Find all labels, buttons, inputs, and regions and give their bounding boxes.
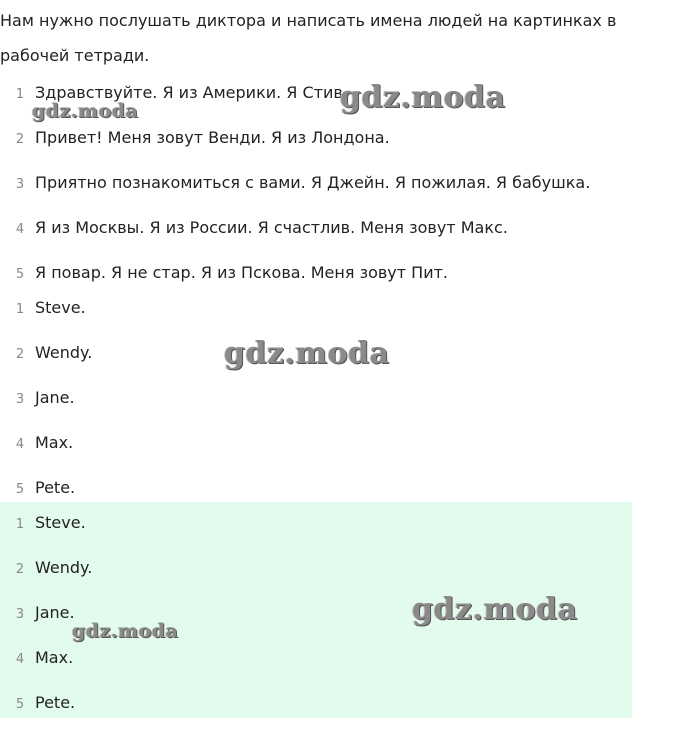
list-item (0, 212, 640, 257)
list-item (0, 642, 640, 687)
item-text: Я повар. Я не стар. Я из Пскова. Меня зовут Пит. (35, 263, 448, 282)
item-number: 3 (15, 607, 25, 622)
item-number: 5 (15, 697, 25, 712)
item-number: 2 (15, 347, 25, 362)
item-text: Jane. (35, 388, 75, 407)
item-text: Max. (35, 648, 74, 667)
watermark: gdz.moda (32, 100, 139, 122)
item-number: 2 (15, 132, 25, 147)
list-item (0, 167, 640, 212)
task-description: Нам нужно послушать диктора и написать имена людей на картинках в рабочей тетради. (0, 11, 617, 65)
list-item (0, 427, 640, 472)
item-text: Я из Москвы. Я из России. Я счастлив. Меня зовут Макс. (35, 218, 508, 237)
item-text: Wendy. (35, 558, 93, 577)
item-number: 1 (15, 87, 25, 102)
list-item (0, 122, 640, 167)
item-number: 2 (15, 562, 25, 577)
item-text: Привет! Меня зовут Венди. Я из Лондона. (35, 128, 390, 147)
item-text: Pete. (35, 478, 76, 497)
item-number: 5 (15, 267, 25, 282)
watermark: gdz.moda (412, 592, 578, 627)
names-list (0, 292, 640, 517)
item-text: Steve. (35, 298, 86, 317)
list-item (0, 292, 640, 337)
item-text: Wendy. (35, 343, 93, 362)
item-text: Steve. (35, 513, 86, 532)
item-number: 1 (15, 517, 25, 532)
item-number: 3 (15, 392, 25, 407)
item-number: 4 (15, 222, 25, 237)
list-item (0, 507, 640, 552)
item-number: 4 (15, 652, 25, 667)
item-text: Max. (35, 433, 74, 452)
watermark: gdz.moda (72, 620, 179, 642)
item-number: 1 (15, 302, 25, 317)
item-text: Jane. (35, 603, 75, 622)
item-number: 4 (15, 437, 25, 452)
list-item (0, 382, 640, 427)
item-text: Приятно познакомиться с вами. Я Джейн. Я пожилая. Я бабушка. (35, 173, 591, 192)
item-text: Pete. (35, 693, 76, 712)
watermark: gdz.moda (340, 80, 506, 115)
item-text: Здравствуйте. Я из Америки. Я Стив. (35, 83, 348, 102)
watermark: gdz.moda (224, 336, 390, 371)
item-number: 5 (15, 482, 25, 497)
item-number: 3 (15, 177, 25, 192)
list-item (0, 552, 640, 597)
list-item (0, 687, 640, 732)
